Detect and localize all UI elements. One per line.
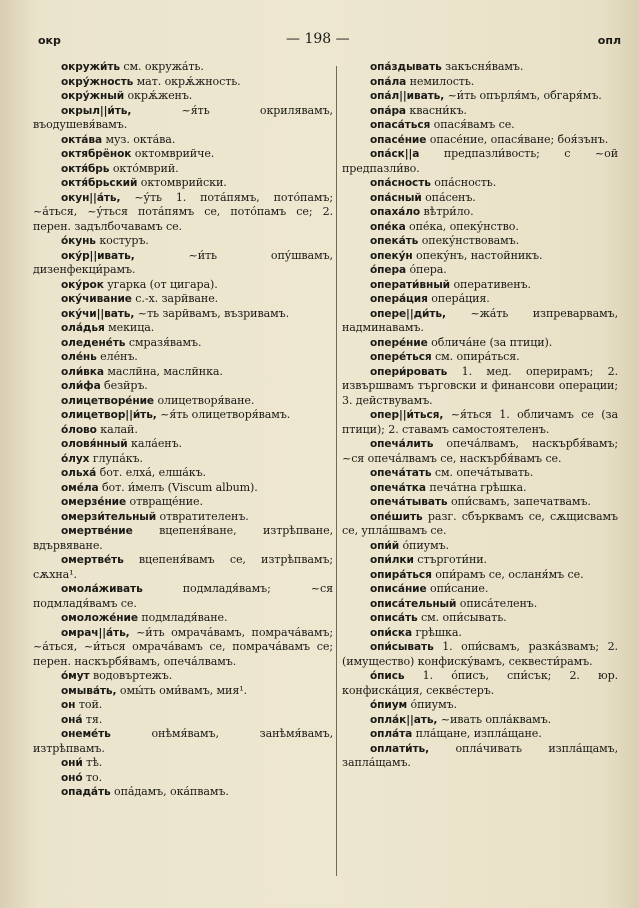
entry-headword: опи́й — [370, 539, 400, 552]
dictionary-entry — [342, 118, 618, 133]
dictionary-entry — [342, 307, 618, 336]
entry-headword: опера́ция — [370, 293, 428, 305]
dictionary-entry — [342, 365, 618, 409]
dictionary-entry — [342, 611, 618, 626]
dictionary-entry — [342, 553, 618, 568]
entry-headword: о́кунь — [61, 235, 96, 247]
entry-definition: костуръ. — [95, 234, 149, 247]
dictionary-entry — [33, 278, 333, 293]
entry-definition: предпазли́вость; с ~ой предпазли́во. — [342, 147, 618, 175]
dictionary-entry — [33, 626, 333, 670]
entry-definition: тя. — [82, 712, 103, 726]
entry-headword: они́ — [61, 757, 83, 769]
entry-headword: оловя́нный — [61, 438, 128, 450]
entry-headword: описа́тельный — [370, 597, 457, 610]
entry-definition: разг. сбърквамъ се, сѫщисвамъ се, упла́швамъ се. — [342, 509, 618, 537]
entry-definition: с.-х. зарйване. — [131, 292, 219, 305]
entry-headword: оли́фа — [61, 380, 101, 392]
entry-headword: оли́вка — [61, 365, 104, 378]
dictionary-entry — [33, 481, 333, 496]
entry-definition: глупа́къ. — [89, 451, 143, 465]
entry-headword: оно́ — [61, 771, 83, 784]
dictionary-entry — [33, 756, 333, 771]
dictionary-entry — [33, 249, 333, 278]
entry-definition: подмладя́вамъ; ~ся подмладя́вамъ се. — [33, 582, 333, 610]
entry-headword: оку́рок — [61, 278, 104, 291]
dictionary-entry — [342, 437, 618, 466]
entry-definition: опера́ция. — [427, 292, 490, 305]
dictionary-entry — [33, 336, 333, 351]
entry-definition: вцепеня́вамъ се, изтрѣпвамъ; сѫхна¹. — [33, 553, 333, 581]
entry-definition: опи́свамъ, запечатвамъ. — [447, 495, 591, 508]
entry-headword: омоложе́ние — [61, 612, 138, 624]
page-number: — 198 — — [286, 31, 350, 47]
entry-headword: опа́ла — [370, 75, 407, 88]
entry-headword: оку́чи||вать, — [61, 307, 135, 320]
entry-definition: ~и́ть опу́швамъ, дизенфекци́рамъ. — [33, 248, 333, 276]
entry-headword: оплати́ть, — [370, 742, 430, 755]
dictionary-entry — [342, 640, 618, 669]
entry-headword: опеча́тать — [370, 467, 432, 479]
dictionary-entry — [342, 234, 618, 249]
dictionary-entry — [33, 60, 333, 75]
entry-headword: онеме́ть — [61, 728, 111, 740]
entry-definition: о́пиумъ. — [399, 538, 449, 552]
entry-definition: окрѫ́женъ. — [124, 89, 193, 102]
entry-headword: опла́к||ать, — [370, 713, 438, 726]
entry-headword: омертве́ть — [61, 554, 124, 566]
entry-definition: опи́сание. — [426, 582, 489, 595]
dictionary-entry — [33, 307, 333, 322]
dictionary-entry — [33, 133, 333, 148]
entry-definition: опасе́ние, опася́ване; боя́зънъ. — [426, 132, 609, 146]
dictionary-entry — [342, 191, 618, 206]
dictionary-entry — [33, 669, 333, 684]
entry-definition: угарка (от цигара). — [103, 277, 218, 291]
entry-headword: опеча́тывать — [370, 496, 448, 508]
dictionary-entry — [33, 176, 333, 191]
entry-definition: квасни́къ. — [405, 103, 467, 117]
entry-headword: опада́ть — [61, 786, 111, 798]
dictionary-entry — [33, 727, 333, 756]
dictionary-entry — [342, 60, 618, 75]
dictionary-entry — [342, 727, 618, 742]
entry-headword: окру́жность — [61, 75, 134, 88]
entry-definition: опе́ка, опеку́нство. — [405, 219, 519, 233]
dictionary-entry — [33, 350, 333, 365]
entry-headword: о́мут — [61, 670, 90, 682]
dictionary-entry — [33, 553, 333, 582]
entry-definition: 1. о́писъ, спи́сък; 2. юр. конфиска́ция, секве́стеръ. — [342, 669, 618, 697]
entry-headword: опе́шить — [370, 510, 423, 523]
dictionary-entry — [342, 205, 618, 220]
dictionary-entry — [33, 423, 333, 438]
entry-definition: ~я́ться 1. обличамъ се (за птици); 2. ставамъ самостоятеленъ. — [342, 408, 618, 436]
entry-definition: бот. елха́, елша́къ. — [96, 466, 206, 479]
right-column — [342, 60, 618, 771]
entry-headword: оку́р||ивать, — [61, 249, 135, 262]
dictionary-entry — [33, 394, 333, 409]
left-column — [33, 60, 333, 800]
dictionary-entry — [342, 278, 618, 293]
dictionary-entry — [342, 466, 618, 481]
dictionary-entry — [33, 379, 333, 394]
entry-definition: ~ивать опла́квамъ. — [437, 712, 552, 726]
entry-definition: стърготи́ни. — [413, 553, 487, 566]
entry-headword: опа́ра — [370, 104, 406, 117]
entry-definition: ~я́ть олицетворя́вамъ. — [156, 408, 291, 421]
entry-headword: омертве́ние — [61, 525, 133, 537]
dictionary-entry — [33, 785, 333, 800]
entry-definition: муз. окта́ва. — [102, 132, 176, 146]
entry-headword: олицетвор||и́ть, — [61, 409, 157, 421]
dictionary-entry — [33, 89, 333, 104]
entry-headword: опа́здывать — [370, 61, 442, 73]
entry-definition: о́пера. — [406, 263, 447, 276]
entry-definition: онѣмя́вамъ, занѣмя́вамъ, изтрѣпвамъ. — [33, 727, 333, 755]
dictionary-entry — [342, 249, 618, 264]
entry-definition: октомврийски. — [137, 176, 227, 189]
entry-definition: см. окружа́ть. — [119, 60, 204, 73]
dictionary-entry — [33, 75, 333, 90]
entry-headword: опла́та — [370, 728, 413, 740]
dictionary-entry — [342, 263, 618, 278]
dictionary-entry — [342, 104, 618, 119]
dictionary-entry — [342, 336, 618, 351]
entry-headword: опеку́н — [370, 249, 413, 262]
entry-headword: опа́л||ивать, — [370, 90, 445, 102]
dictionary-entry — [33, 713, 333, 728]
entry-definition: то. — [82, 770, 103, 784]
entry-headword: опи́ска — [370, 626, 413, 639]
entry-definition: печа́тна грѣшка. — [425, 480, 527, 494]
entry-definition: ~ть зарйвамъ, възривамъ. — [134, 306, 290, 320]
dictionary-entry — [33, 191, 333, 235]
entry-definition: тѣ. — [82, 756, 103, 769]
entry-definition: опа́сенъ. — [421, 190, 476, 204]
dictionary-entry — [342, 481, 618, 496]
entry-definition: ~жа́ть изпреварвамъ, надминавамъ. — [342, 306, 618, 334]
entry-headword: опа́сный — [370, 191, 422, 204]
entry-headword: оку́чивание — [61, 293, 132, 305]
entry-definition: опи́рамъ се, осланя́мъ се. — [431, 567, 584, 581]
entry-definition: отвратителенъ. — [156, 509, 249, 523]
dictionary-entry — [33, 771, 333, 786]
entry-headword: омрач||а́ть, — [61, 626, 130, 639]
dictionary-entry — [342, 75, 618, 90]
entry-definition: опеча́лвамъ, наскърбя́вамъ; ~ся опеча́лвамъ се, наскърбя́вамъ се. — [342, 437, 618, 465]
entry-headword: окру́жный — [61, 90, 125, 102]
dictionary-entry — [33, 684, 333, 699]
entry-headword: опа́сность — [370, 177, 431, 189]
entry-definition: ~у́ть 1. пота́пямъ, пото́памъ; ~а́ться, ~у́ться пота́пямъ се, пото́памъ се; 2. перен. задълбочавамъ се. — [33, 190, 333, 233]
entry-definition: олицетворя́ване. — [154, 393, 255, 407]
entry-headword: ольха́ — [61, 467, 97, 479]
entry-definition: опла́чивать изпла́щамъ, запла́щамъ. — [342, 741, 618, 769]
dictionary-entry — [342, 713, 618, 728]
dictionary-entry — [342, 495, 618, 510]
entry-headword: ола́дья — [61, 322, 105, 334]
header-right-guideword: опл — [597, 34, 621, 47]
entry-definition: 1. мед. оперирамъ; 2. извършвамъ търговски и финансови операции; 3. действувамъ. — [342, 364, 618, 407]
entry-definition: опа́дамъ, ока́пвамъ. — [110, 785, 229, 798]
entry-headword: о́лух — [61, 452, 90, 465]
entry-definition: закъсня́вамъ. — [441, 60, 524, 73]
dictionary-entry — [33, 365, 333, 380]
entry-definition: отвраще́ние. — [126, 495, 203, 508]
dictionary-entry — [342, 626, 618, 641]
entry-headword: опере||ди́ть, — [370, 307, 446, 320]
entry-headword: о́пера — [370, 264, 407, 276]
entry-headword: опере́ться — [370, 351, 432, 363]
dictionary-entry — [33, 698, 333, 713]
entry-definition: той. — [75, 698, 103, 711]
dictionary-entry — [342, 669, 618, 698]
entry-headword: описа́ть — [370, 612, 418, 624]
dictionary-entry — [342, 220, 618, 235]
entry-headword: октябрёнок — [61, 148, 132, 160]
dictionary-entry — [342, 597, 618, 612]
dictionary-entry — [342, 539, 618, 554]
dictionary-entry — [342, 147, 618, 176]
dictionary-entry — [342, 742, 618, 771]
entry-definition: окто́мврий. — [109, 161, 179, 175]
entry-headword: омола́живать — [61, 583, 143, 595]
entry-definition: мекица. — [104, 321, 155, 334]
entry-definition: о́пиумъ. — [407, 698, 458, 711]
entry-headword: окружи́ть — [61, 61, 120, 73]
entry-definition: ~и́ть опърля́мъ, обгаря́мъ. — [444, 89, 602, 102]
entry-definition: вѣтри́ло. — [420, 205, 474, 218]
entry-headword: опер||и́ться, — [370, 409, 444, 421]
dictionary-entry — [33, 292, 333, 307]
dictionary-entry — [33, 104, 333, 133]
entry-headword: опека́ть — [370, 235, 419, 247]
dictionary-entry — [33, 611, 333, 626]
entry-definition: бот. и́мелъ (Viscum album). — [98, 480, 258, 494]
entry-definition: опеку́нствовамъ. — [418, 234, 520, 247]
dictionary-entry — [33, 234, 333, 249]
dictionary-entry — [342, 133, 618, 148]
entry-headword: опеча́лить — [370, 438, 434, 450]
entry-headword: операти́вный — [370, 278, 451, 291]
entry-definition: калай. — [96, 422, 138, 436]
entry-definition: смразя́вамъ. — [125, 335, 202, 349]
entry-definition: подмладя́ване. — [137, 611, 228, 624]
entry-definition: немилость. — [406, 74, 475, 88]
dictionary-entry — [342, 510, 618, 539]
dictionary-entry — [33, 582, 333, 611]
entry-definition: см. опира́ться. — [431, 350, 520, 363]
dictionary-entry — [342, 582, 618, 597]
entry-definition: грѣшка. — [412, 625, 462, 639]
entry-headword: опеча́тка — [370, 481, 426, 494]
entry-definition: опася́вамъ се. — [430, 118, 515, 131]
dictionary-entry — [33, 147, 333, 162]
entry-definition: пла́щане, изпла́щане. — [412, 727, 542, 740]
entry-definition: октомврийче. — [131, 147, 215, 160]
entry-headword: опа́ск||а — [370, 148, 420, 160]
entry-headword: омерзи́тельный — [61, 510, 157, 523]
entry-headword: о́пись — [370, 670, 405, 682]
entry-definition: водовъртежъ. — [89, 669, 173, 682]
entry-definition: см. опи́сывать. — [417, 611, 507, 624]
entry-headword: опи́лки — [370, 554, 414, 566]
entry-headword: опери́ровать — [370, 365, 448, 378]
entry-definition: опа́сность. — [430, 176, 497, 189]
entry-definition: ~и́ть омрача́вамъ, помрача́вамъ; ~а́ться, ~и́ться омрача́вамъ се, помрача́вамъ се; перен. наскърбя́вамъ, опеча́лвамъ. — [33, 625, 333, 668]
dictionary-entry — [342, 350, 618, 365]
entry-definition: кала́енъ. — [127, 437, 182, 450]
dictionary-entry — [33, 437, 333, 452]
dictionary-entry — [33, 408, 333, 423]
entry-definition: мат. окрѫ́жность. — [133, 74, 241, 88]
entry-definition: опеку́нъ, настойникъ. — [412, 248, 543, 262]
header-left-guideword: окр — [38, 34, 61, 47]
entry-headword: окун||а́ть, — [61, 191, 121, 204]
entry-headword: оме́ла — [61, 481, 99, 494]
dictionary-entry — [342, 698, 618, 713]
entry-definition: облича́не (за птици). — [427, 335, 553, 349]
entry-headword: о́лово — [61, 423, 97, 436]
dictionary-entry — [342, 292, 618, 307]
entry-definition: омы́ть оми́вамъ, мия¹. — [116, 683, 248, 697]
entry-definition: см. опеча́тывать. — [431, 466, 534, 479]
entry-headword: омыва́ть, — [61, 684, 117, 697]
entry-definition: ~я́ть окрилявамъ, въодушевя́вамъ. — [33, 103, 333, 131]
dictionary-entry — [33, 524, 333, 553]
dictionary-entry — [342, 89, 618, 104]
entry-definition: еле́нъ. — [96, 350, 138, 363]
entry-definition: оперативенъ. — [450, 277, 531, 291]
dictionary-entry — [33, 510, 333, 525]
entry-headword: опи́сывать — [370, 641, 434, 653]
entry-headword: она́ — [61, 713, 83, 726]
entry-headword: олицетворе́ние — [61, 394, 155, 407]
entry-headword: оледене́ть — [61, 336, 126, 349]
entry-headword: опе́ка — [370, 220, 406, 233]
entry-headword: он — [61, 699, 76, 711]
entry-headword: опере́ние — [370, 336, 428, 349]
dictionary-entry — [342, 568, 618, 583]
entry-definition: маслйна, маслйнка. — [103, 364, 223, 378]
dictionary-entry — [342, 176, 618, 191]
entry-headword: октя́брь — [61, 162, 110, 175]
entry-headword: опира́ться — [370, 568, 432, 581]
dictionary-entry — [33, 466, 333, 481]
entry-headword: опаха́ло — [370, 206, 421, 218]
entry-definition: безйръ. — [100, 379, 148, 392]
dictionary-entry — [342, 408, 618, 437]
dictionary-entry — [33, 495, 333, 510]
entry-headword: окрыл||и́ть, — [61, 104, 132, 117]
entry-headword: опаса́ться — [370, 119, 431, 131]
dictionary-entry — [33, 162, 333, 177]
entry-headword: омерзе́ние — [61, 496, 127, 508]
entry-definition: описа́теленъ. — [456, 596, 538, 610]
entry-headword: октя́брьский — [61, 177, 138, 189]
entry-headword: опасе́ние — [370, 133, 427, 146]
dictionary-entry — [33, 321, 333, 336]
entry-headword: оле́нь — [61, 351, 97, 363]
entry-headword: о́пиум — [370, 699, 408, 711]
entry-headword: описа́ние — [370, 583, 427, 595]
dictionary-entry — [33, 452, 333, 467]
entry-definition: вцепеня́ване, изтрѣпване, вдървяване. — [33, 524, 333, 552]
column-divider — [336, 66, 337, 876]
entry-definition: 1. опи́свамъ, разка́звамъ; 2. (имущество) конфиску́вамъ, секвести́рамъ. — [342, 640, 618, 668]
entry-headword: окта́ва — [61, 133, 103, 146]
